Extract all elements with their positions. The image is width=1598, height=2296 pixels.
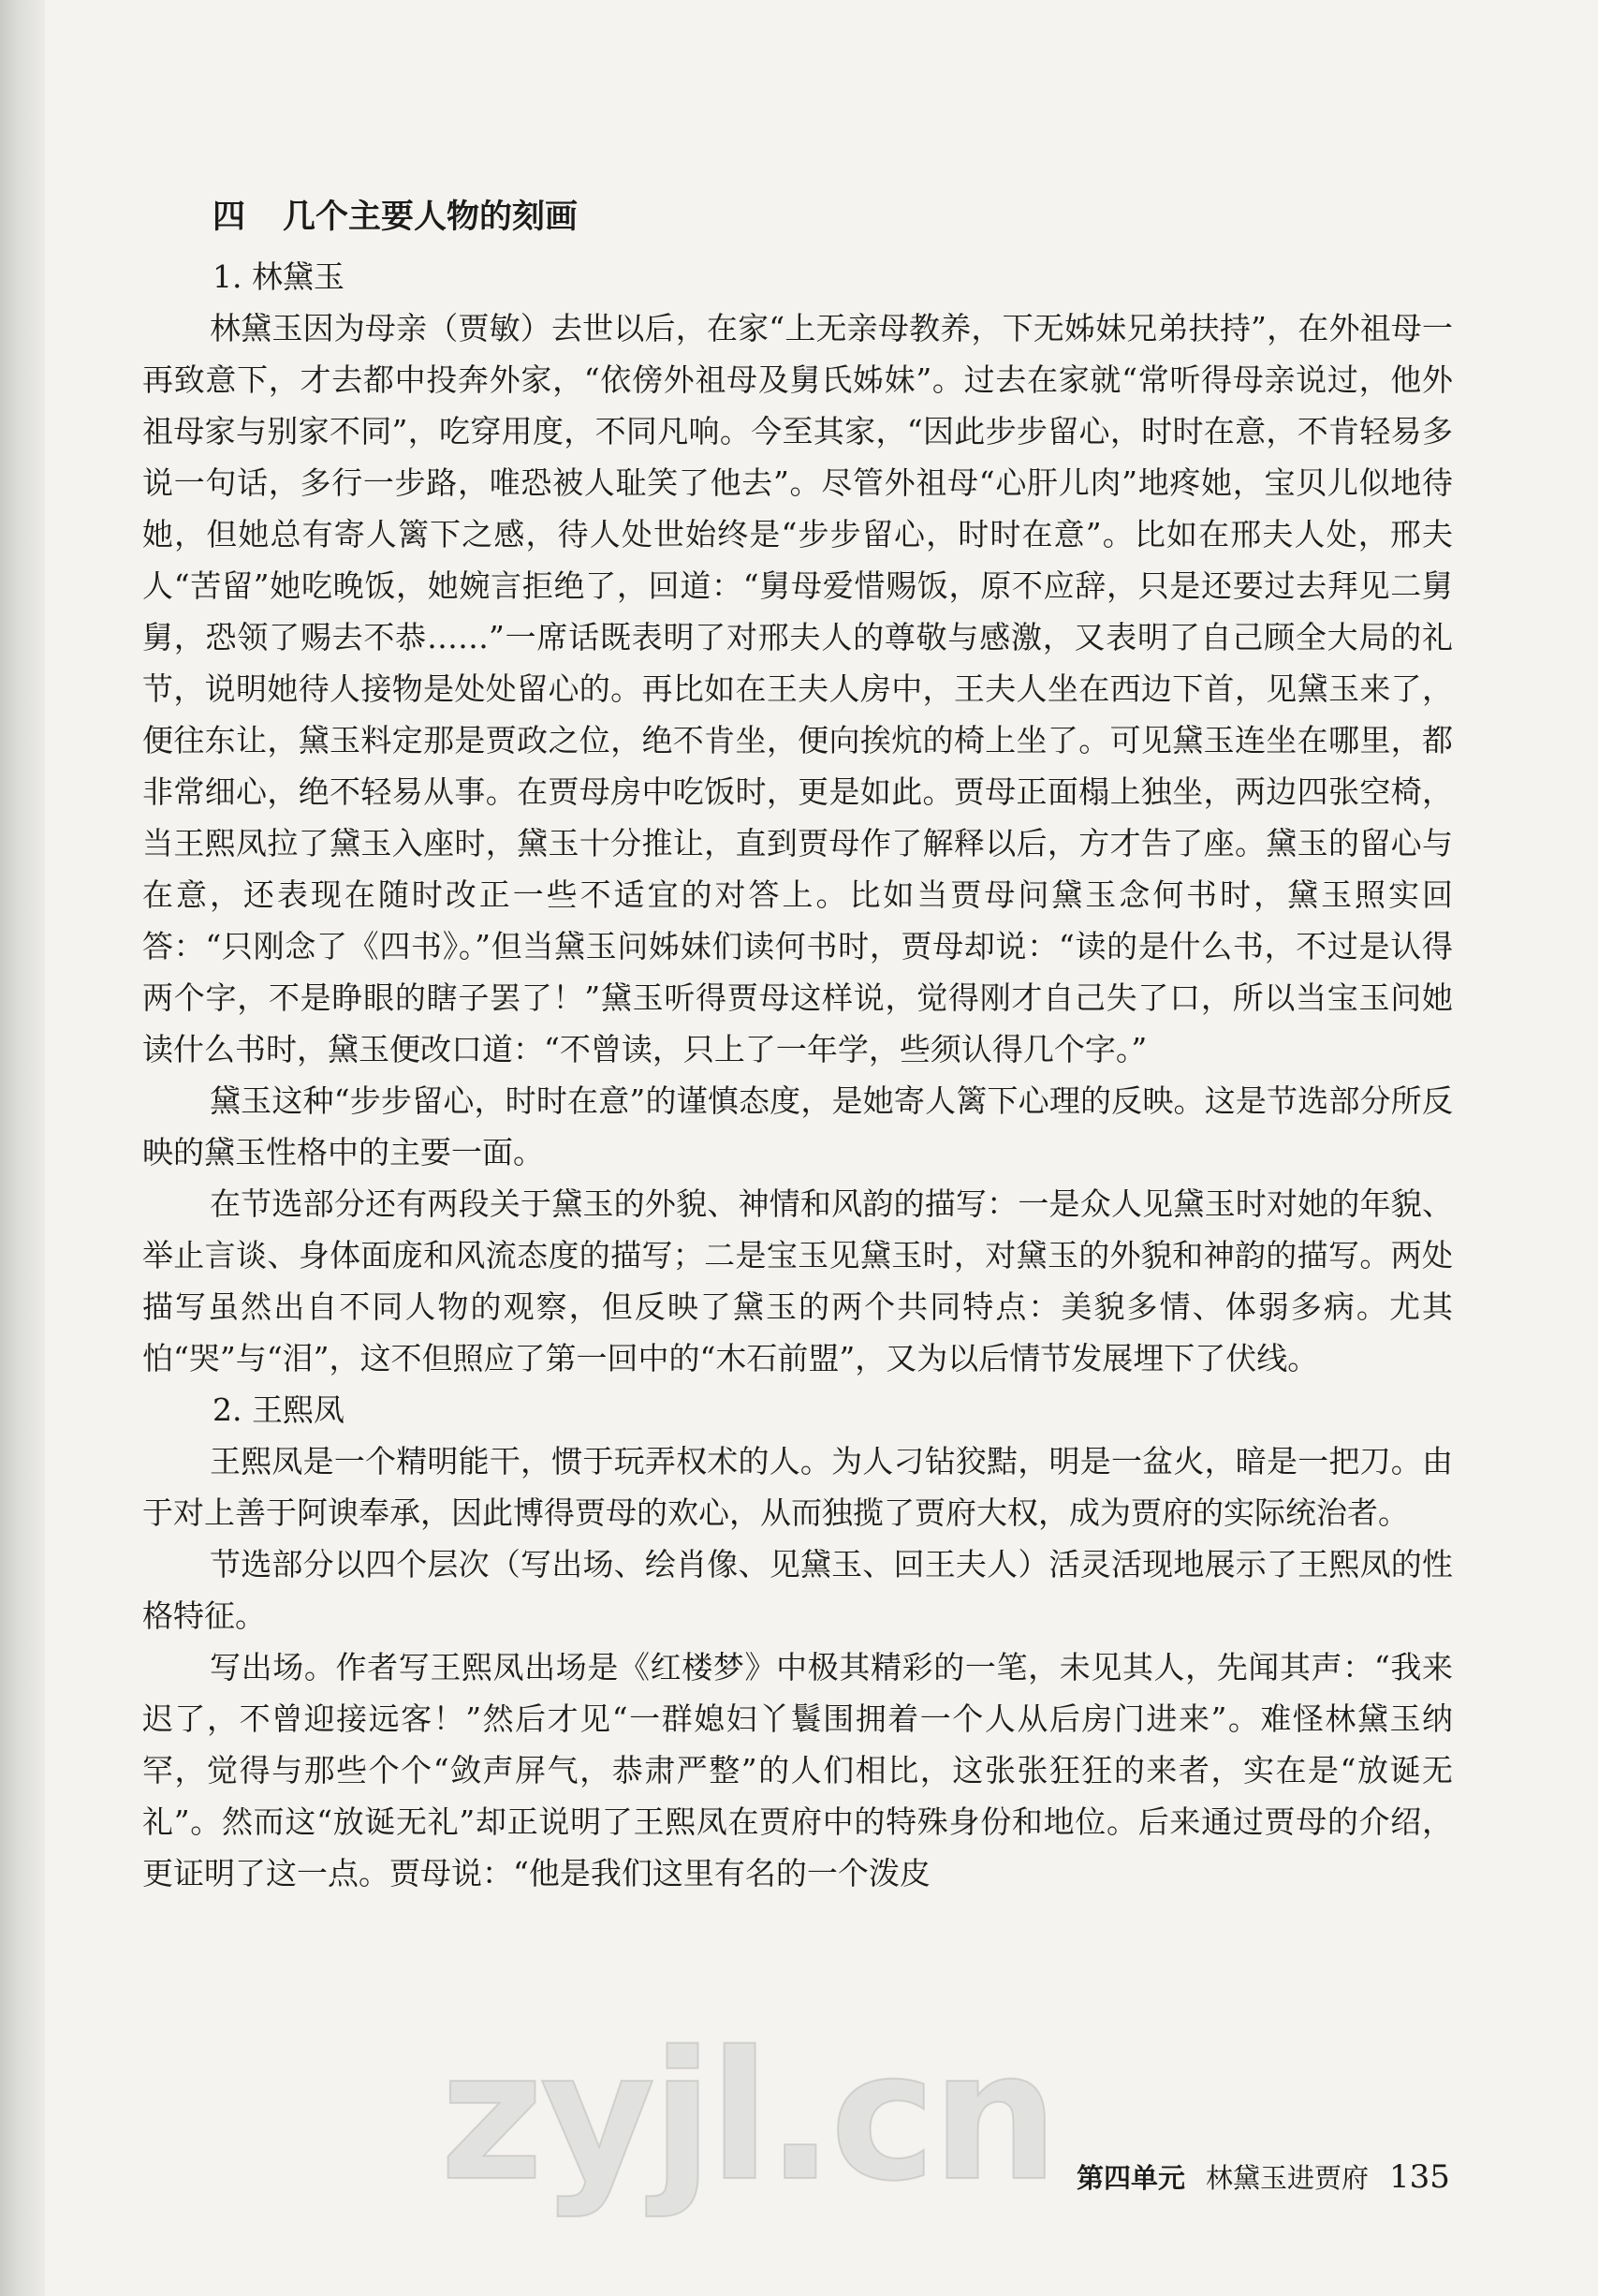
paragraph: 节选部分以四个层次（写出场、绘肖像、见黛玉、回王夫人）活灵活现地展示了王熙凤的性格特征。: [142, 1546, 1453, 1634]
paragraph: 在节选部分还有两段关于黛玉的外貌、神情和风韵的描写：一是众人见黛玉时对她的年貌、举止言谈、身体面庞和风流态度的描写；二是宝玉见黛玉时，对黛玉的外貌和神韵的描写。两处描写虽然出自不同人物的观察，但反映了黛玉的两个共同特点：美貌多情、体弱多病。尤其怕“哭”与“泪”，这不但照应了第一回中的“木石前盟”，又为以后情节发展埋下了伏线。: [142, 1185, 1453, 1376]
page-content: [142, 192, 1453, 1899]
paragraph: 王熙凤是一个精明能干，惯于玩弄权术的人。为人刁钻狡黠，明是一盆火，暗是一把刀。由于对上善于阿谀奉承，因此博得贾母的欢心，从而独揽了贾府大权，成为贾府的实际统治者。: [142, 1443, 1453, 1531]
page-footer: [1077, 2158, 1450, 2197]
section-title: 几个主要人物的刻画: [283, 199, 579, 236]
section-number: 四: [213, 199, 246, 236]
footer-unit: 第四单元: [1077, 2162, 1186, 2194]
subheading-wang-xifeng: 2. 王熙凤: [213, 1391, 345, 1428]
watermark: zyjl.cn: [440, 2013, 1055, 2220]
subheading-lin-daiyu: 1. 林黛玉: [213, 258, 345, 295]
book-spine-shadow: [0, 0, 45, 2296]
paragraph: 黛玉这种“步步留心，时时在意”的谨慎态度，是她寄人篱下心理的反映。这是节选部分所反映的黛玉性格中的主要一面。: [142, 1082, 1453, 1170]
footer-chapter: 林黛玉进贾府: [1206, 2162, 1370, 2194]
page-number: 135: [1389, 2158, 1450, 2196]
paragraph: 写出场。作者写王熙凤出场是《红楼梦》中极其精彩的一笔，未见其人，先闻其声：“我来迟了，不曾迎接远客！”然后才见“一群媳妇丫鬟围拥着一个人从后房门进来”。难怪林黛玉纳罕，觉得与那些个个“敛声屏气，恭肃严整”的人们相比，这张张狂狂的来者，实在是“放诞无礼”。然而这“放诞无礼”却正说明了王熙凤在贾府中的特殊身份和地位。后来通过贾母的介绍，更证明了这一点。贾母说：“他是我们这里有名的一个泼皮: [142, 1649, 1453, 1891]
paragraph: 林黛玉因为母亲（贾敏）去世以后，在家“上无亲母教养，下无姊妹兄弟扶持”，在外祖母一再致意下，才去都中投奔外家，“依傍外祖母及舅氏姊妹”。过去在家就“常听得母亲说过，他外祖母家与别家不同”，吃穿用度，不同凡响。今至其家，“因此步步留心，时时在意，不肯轻易多说一句话，多行一步路，唯恐被人耻笑了他去”。尽管外祖母“心肝儿肉”地疼她，宝贝儿似地待她，但她总有寄人篱下之感，待人处世始终是“步步留心，时时在意”。比如在邢夫人处，邢夫人“苦留”她吃晚饭，她婉言拒绝了，回道：“舅母爱惜赐饭，原不应辞，只是还要过去拜见二舅舅，恐领了赐去不恭……”一席话既表明了对邢夫人的尊敬与感激，又表明了自己顾全大局的礼节，说明她待人接物是处处留心的。再比如在王夫人房中，王夫人坐在西边下首，见黛玉来了，便往东让，黛玉料定那是贾政之位，绝不肯坐，便向挨炕的椅上坐了。可见黛玉连坐在哪里，都非常细心，绝不轻易从事。在贾母房中吃饭时，更是如此。贾母正面榻上独坐，两边四张空椅，当王熙凤拉了黛玉入座时，黛玉十分推让，直到贾母作了解释以后，方才告了座。黛玉的留心与在意，还表现在随时改正一些不适宜的对答上。比如当贾母问黛玉念何书时，黛玉照实回答：“只刚念了《四书》。”但当黛玉问姊妹们读何书时，贾母却说：“读的是什么书，不过是认得两个字，不是睁眼的瞎子罢了！”黛玉听得贾母这样说，觉得刚才自己失了口，所以当宝玉问她读什么书时，黛玉便改口道：“不曾读，只上了一年学，些须认得几个字。”: [142, 310, 1453, 1067]
section-heading: [213, 192, 1453, 243]
